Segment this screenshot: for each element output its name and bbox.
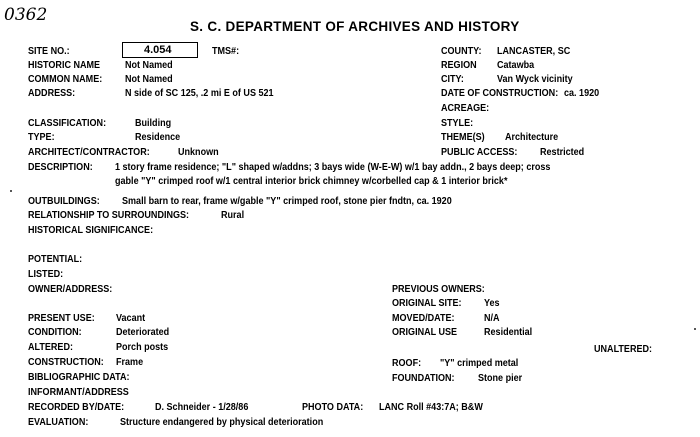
address-value: N side of SC 125, .2 mi E of US 521 [125,87,274,99]
photo-value: LANC Roll #43:7A; B&W [379,401,483,413]
tms-label: TMS#: [212,45,240,57]
condition-label: CONDITION: [28,326,82,338]
roof-label: ROOF: [392,357,422,369]
date-label: DATE OF CONSTRUCTION: [441,87,559,99]
altered-label: ALTERED: [28,341,73,353]
page-title: S. C. DEPARTMENT OF ARCHIVES AND HISTORY [190,19,520,34]
historical-significance-label: HISTORICAL SIGNIFICANCE: [28,224,154,236]
bibliographic-label: BIBLIOGRAPHIC DATA: [28,371,130,383]
description-label: DESCRIPTION: [28,161,93,173]
outbuildings-value: Small barn to rear, frame w/gable "Y" crimped roof, stone pier fndtn, ca. 1920 [122,195,452,207]
classification-value: Building [135,117,172,129]
site-no-value: 4.054 [144,44,172,56]
potential-label: POTENTIAL: [28,253,83,265]
date-value: ca. 1920 [564,87,600,99]
public-access-value: Restricted [540,146,585,158]
architect-value: Unknown [178,146,219,158]
region-value: Catawba [497,59,535,71]
recorded-value: D. Schneider - 1/28/86 [155,401,249,413]
city-label: CITY: [441,73,464,85]
foundation-value: Stone pier [478,372,523,384]
construction-label: CONSTRUCTION: [28,356,104,368]
condition-value: Deteriorated [116,326,170,338]
roof-value: "Y" crimped metal [440,357,519,369]
moved-value: N/A [484,312,500,324]
evaluation-value: Structure endangered by physical deterioration [120,416,324,428]
acreage-label: ACREAGE: [441,102,490,114]
type-label: TYPE: [28,131,55,143]
common-name-label: COMMON NAME: [28,73,103,85]
relationship-label: RELATIONSHIP TO SURROUNDINGS: [28,209,190,221]
region-label: REGION [441,59,477,71]
theme-value: Architecture [505,131,559,143]
listed-label: LISTED: [28,268,64,280]
scan-speck [10,190,12,192]
photo-label: PHOTO DATA: [302,401,364,413]
county-value: LANCASTER, SC [497,45,571,57]
present-use-value: Vacant [116,312,146,324]
outbuildings-label: OUTBUILDINGS: [28,195,100,207]
scan-speck [694,328,696,330]
owner-label: OWNER/ADDRESS: [28,283,113,295]
original-use-label: ORIGINAL USE [392,326,458,338]
site-no-label: SITE NO.: [28,45,70,57]
informant-label: INFORMANT/ADDRESS [28,386,129,398]
present-use-label: PRESENT USE: [28,312,95,324]
previous-owners-label: PREVIOUS OWNERS: [392,283,485,295]
evaluation-label: EVALUATION: [28,416,89,428]
relationship-value: Rural [221,209,245,221]
county-label: COUNTY: [441,45,482,57]
address-label: ADDRESS: [28,87,76,99]
type-value: Residence [135,131,181,143]
classification-label: CLASSIFICATION: [28,117,107,129]
description-line-2: gable "Y" crimped roof w/1 central interior brick chimney w/corbelled cap & 1 interior brick* [115,175,508,187]
construction-value: Frame [116,356,144,368]
historic-name-value: Not Named [125,59,173,71]
architect-label: ARCHITECT/CONTRACTOR: [28,146,150,158]
unaltered-label: UNALTERED: [594,343,653,355]
description-line-1: 1 story frame residence; "L" shaped w/addns; 3 bays wide (W-E-W) w/1 bay addn., 2 bays deep; cross [115,161,551,173]
handwritten-doc-id: 0362 [4,5,48,25]
original-site-label: ORIGINAL SITE: [392,297,462,309]
recorded-label: RECORDED BY/DATE: [28,401,125,413]
public-access-label: PUBLIC ACCESS: [441,146,518,158]
altered-value: Porch posts [116,341,169,353]
historic-name-label: HISTORIC NAME [28,59,101,71]
city-value: Van Wyck vicinity [497,73,573,85]
original-site-value: Yes [484,297,500,309]
foundation-label: FOUNDATION: [392,372,455,384]
original-use-value: Residential [484,326,533,338]
style-label: STYLE: [441,117,474,129]
common-name-value: Not Named [125,73,173,85]
moved-label: MOVED/DATE: [392,312,455,324]
theme-label: THEME(S) [441,131,485,143]
